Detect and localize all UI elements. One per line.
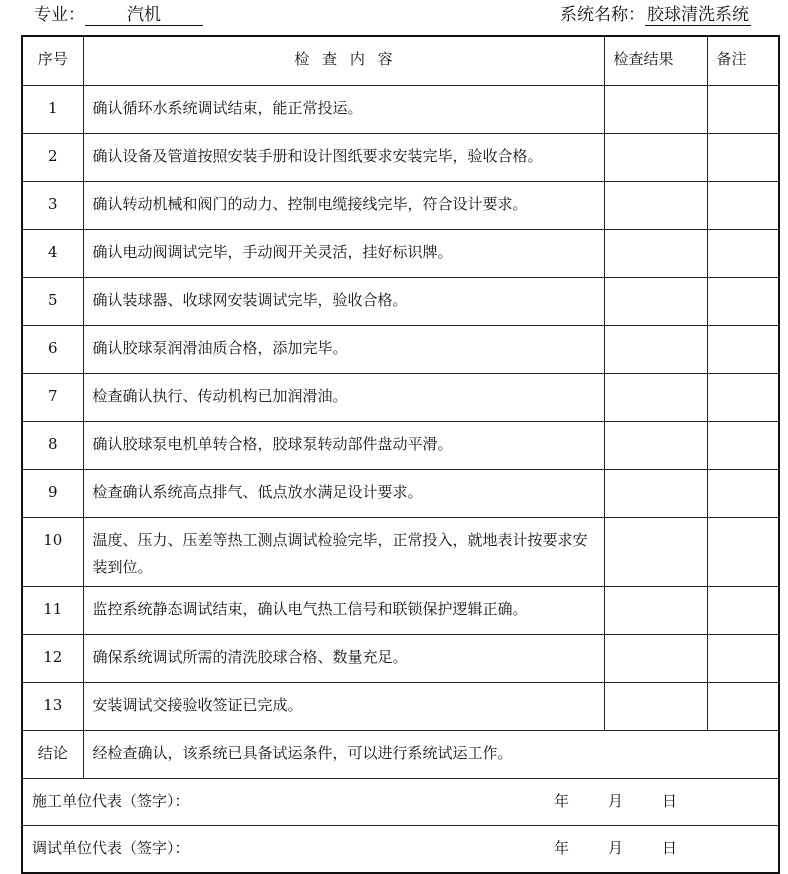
row-remarks-cell[interactable] bbox=[707, 374, 779, 422]
header-result: 检查结果 bbox=[604, 36, 707, 86]
row-number: 9 bbox=[22, 470, 83, 518]
row-result-cell[interactable] bbox=[604, 518, 707, 587]
signature-row-commissioning bbox=[22, 826, 779, 874]
row-content: 确保系统调试所需的清洗胶球合格、数量充足。 bbox=[83, 635, 604, 683]
conclusion-label: 结论 bbox=[22, 731, 83, 779]
row-result-cell[interactable] bbox=[604, 278, 707, 326]
row-content: 检查确认执行、传动机构已加润滑油。 bbox=[83, 374, 604, 422]
row-result-cell[interactable] bbox=[604, 134, 707, 182]
row-content: 安装调试交接验收签证已完成。 bbox=[83, 683, 604, 731]
row-content: 检查确认系统高点排气、低点放水满足设计要求。 bbox=[83, 470, 604, 518]
row-result-cell[interactable] bbox=[604, 683, 707, 731]
row-result-cell[interactable] bbox=[604, 635, 707, 683]
header-no: 序号 bbox=[22, 36, 83, 86]
table-row bbox=[22, 587, 779, 635]
table-row bbox=[22, 230, 779, 278]
row-number: 5 bbox=[22, 278, 83, 326]
row-remarks-cell[interactable] bbox=[707, 470, 779, 518]
checklist-table bbox=[21, 35, 780, 874]
row-remarks-cell[interactable] bbox=[707, 326, 779, 374]
major-field bbox=[34, 2, 203, 28]
signature-label: 调试单位代表（签字）： bbox=[32, 839, 190, 857]
major-value: 汽机 bbox=[85, 5, 203, 26]
row-number: 7 bbox=[22, 374, 83, 422]
table-header-row bbox=[22, 36, 779, 86]
row-number: 10 bbox=[22, 518, 83, 587]
row-result-cell[interactable] bbox=[604, 230, 707, 278]
table-row bbox=[22, 182, 779, 230]
month-label: 月 bbox=[608, 792, 624, 810]
row-result-cell[interactable] bbox=[604, 86, 707, 134]
year-label: 年 bbox=[554, 839, 570, 857]
year-label: 年 bbox=[554, 792, 570, 810]
row-content: 确认胶球泵润滑油质合格，添加完毕。 bbox=[83, 326, 604, 374]
row-content: 监控系统静态调试结束，确认电气热工信号和联锁保护逻辑正确。 bbox=[83, 587, 604, 635]
row-remarks-cell[interactable] bbox=[707, 86, 779, 134]
row-number: 4 bbox=[22, 230, 83, 278]
table-row bbox=[22, 278, 779, 326]
row-result-cell[interactable] bbox=[604, 470, 707, 518]
row-remarks-cell[interactable] bbox=[707, 230, 779, 278]
table-row bbox=[22, 635, 779, 683]
signature-row-construction bbox=[22, 779, 779, 826]
system-name-label: 系统名称： bbox=[560, 5, 645, 25]
day-label: 日 bbox=[662, 792, 678, 810]
table-row bbox=[22, 326, 779, 374]
row-number: 12 bbox=[22, 635, 83, 683]
table-row bbox=[22, 422, 779, 470]
signature-label: 施工单位代表（签字）： bbox=[32, 792, 190, 810]
row-remarks-cell[interactable] bbox=[707, 134, 779, 182]
row-number: 6 bbox=[22, 326, 83, 374]
row-content: 确认电动阀调试完毕，手动阀开关灵活，挂好标识牌。 bbox=[83, 230, 604, 278]
row-remarks-cell[interactable] bbox=[707, 635, 779, 683]
row-content: 温度、压力、压差等热工测点调试检验完毕，正常投入，就地表计按要求安装到位。 bbox=[83, 518, 604, 587]
row-remarks-cell[interactable] bbox=[707, 182, 779, 230]
month-label: 月 bbox=[608, 839, 624, 857]
row-number: 13 bbox=[22, 683, 83, 731]
row-content: 确认胶球泵电机单转合格，胶球泵转动部件盘动平滑。 bbox=[83, 422, 604, 470]
row-number: 11 bbox=[22, 587, 83, 635]
row-number: 8 bbox=[22, 422, 83, 470]
signature-date bbox=[554, 835, 716, 862]
conclusion-text: 经检查确认，该系统已具备试运条件，可以进行系统试运工作。 bbox=[83, 731, 779, 779]
row-content: 确认转动机械和阀门的动力、控制电缆接线完毕，符合设计要求。 bbox=[83, 182, 604, 230]
row-remarks-cell[interactable] bbox=[707, 518, 779, 587]
table-row bbox=[22, 86, 779, 134]
row-content: 确认循环水系统调试结束，能正常投运。 bbox=[83, 86, 604, 134]
row-remarks-cell[interactable] bbox=[707, 422, 779, 470]
major-label: 专业： bbox=[34, 5, 85, 25]
table-row bbox=[22, 518, 779, 587]
header-remarks: 备注 bbox=[707, 36, 779, 86]
conclusion-row bbox=[22, 731, 779, 779]
row-result-cell[interactable] bbox=[604, 326, 707, 374]
row-result-cell[interactable] bbox=[604, 587, 707, 635]
table-row bbox=[22, 134, 779, 182]
row-result-cell[interactable] bbox=[604, 374, 707, 422]
table-row bbox=[22, 683, 779, 731]
row-number: 1 bbox=[22, 86, 83, 134]
system-name-value: 胶球清洗系统 bbox=[647, 5, 749, 25]
row-result-cell[interactable] bbox=[604, 182, 707, 230]
table-row bbox=[22, 470, 779, 518]
header-content: 检 查 内 容 bbox=[83, 36, 604, 86]
row-remarks-cell[interactable] bbox=[707, 587, 779, 635]
table-row bbox=[22, 374, 779, 422]
row-content: 确认装球器、收球网安装调试完毕，验收合格。 bbox=[83, 278, 604, 326]
row-number: 3 bbox=[22, 182, 83, 230]
row-remarks-cell[interactable] bbox=[707, 278, 779, 326]
row-remarks-cell[interactable] bbox=[707, 683, 779, 731]
day-label: 日 bbox=[662, 839, 678, 857]
row-content: 确认设备及管道按照安装手册和设计图纸要求安装完毕，验收合格。 bbox=[83, 134, 604, 182]
row-result-cell[interactable] bbox=[604, 422, 707, 470]
system-name-field bbox=[560, 2, 751, 28]
signature-date bbox=[554, 788, 716, 815]
row-number: 2 bbox=[22, 134, 83, 182]
